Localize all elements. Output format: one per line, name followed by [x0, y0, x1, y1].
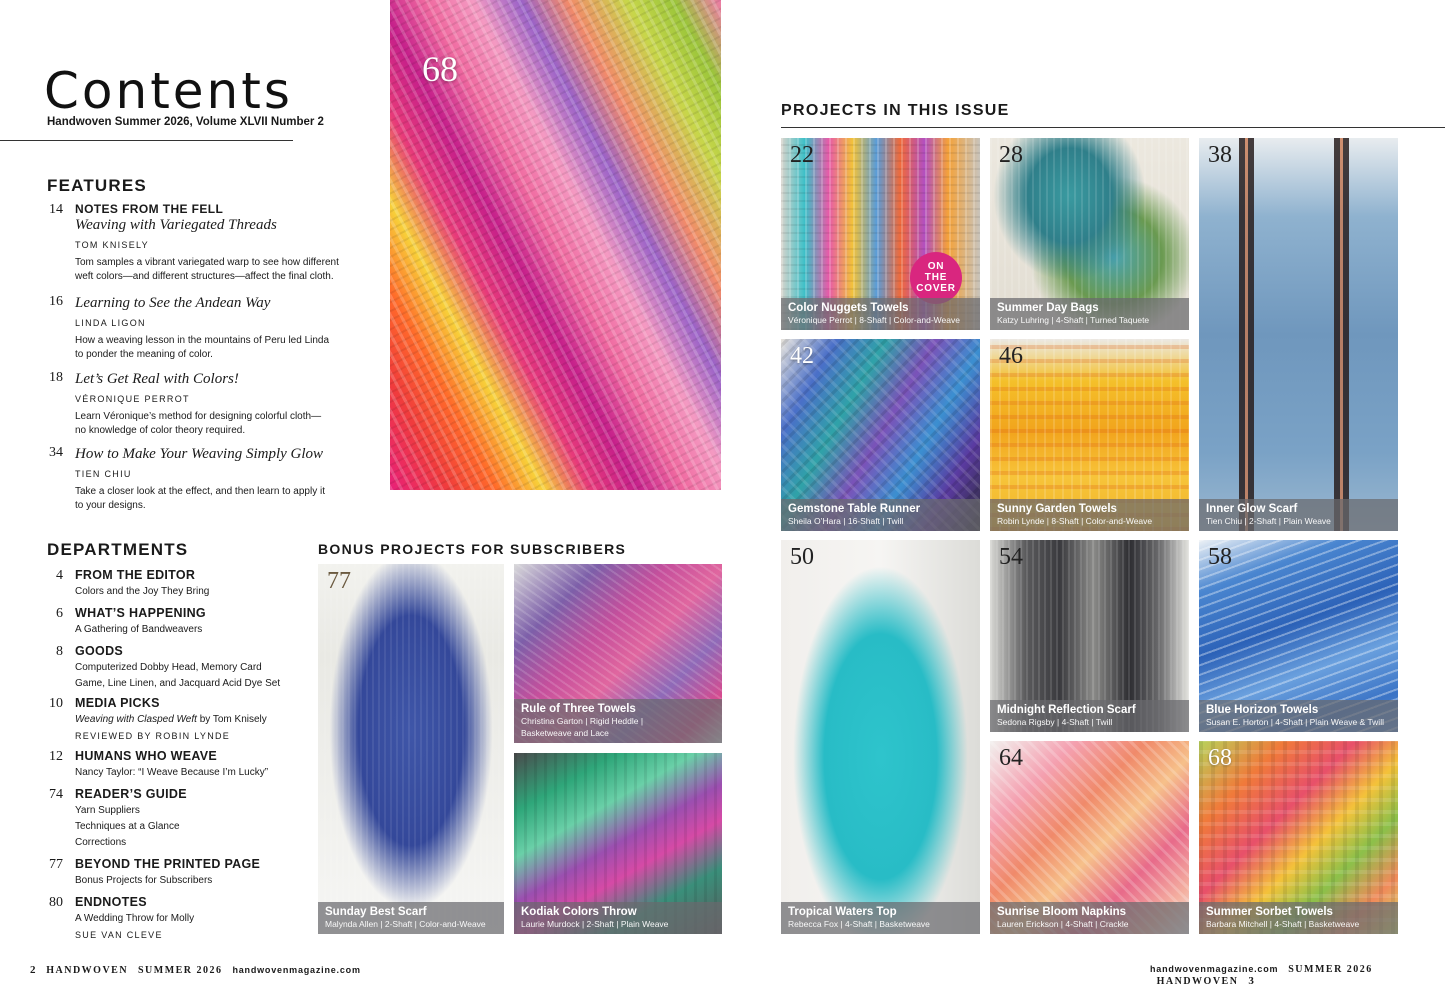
project-title: Rule of Three Towels: [521, 703, 636, 715]
project-tile-inner-glow-scarf[interactable]: [1199, 138, 1398, 531]
department-line: A Gathering of Bandweavers: [75, 624, 203, 635]
project-title: Inner Glow Scarf: [1206, 503, 1298, 515]
feature-description-line: no knowledge of color theory required.: [75, 424, 246, 436]
department-page-number: 4: [56, 568, 63, 583]
department-line: Game, Line Linen, and Jacquard Acid Dye Set: [75, 678, 281, 689]
footer-magazine-name: HANDWOVEN: [1156, 976, 1239, 987]
department-page-number: 74: [49, 787, 63, 802]
project-title: Kodiak Colors Throw: [521, 906, 637, 918]
book-author: by Tom Knisely: [196, 714, 267, 725]
project-details: Katzy Luhring | 4-Shaft | Turned Taquete: [997, 315, 1150, 325]
department-title: GOODS: [75, 644, 124, 658]
project-title: Sunrise Bloom Napkins: [997, 906, 1127, 918]
feature-author: TIEN CHIU: [75, 469, 132, 479]
project-details: Sedona Rigsby | 4-Shaft | Twill: [997, 717, 1113, 727]
feature-description-line: How a weaving lesson in the mountains of Peru led Linda: [75, 335, 330, 346]
feature-title: Weaving with Variegated Threads: [75, 217, 277, 233]
project-details: Sheila O’Hara | 16-Shaft | Twill: [788, 516, 904, 526]
project-caption: [990, 499, 1189, 531]
on-the-cover-badge: [910, 252, 962, 304]
footer-page-number: 3: [1248, 975, 1255, 987]
cover-page-number: 68: [422, 49, 458, 89]
project-caption: [1199, 499, 1398, 531]
project-page-number: 28: [999, 142, 1023, 168]
project-details: Barbara Mitchell | 4-Shaft | Basketweave: [1206, 919, 1360, 929]
feature-description: [75, 485, 355, 512]
project-caption: [990, 700, 1189, 732]
project-details: Lauren Erickson | 4-Shaft | Crackle: [997, 919, 1129, 929]
project-tile-sunrise-bloom-napkins[interactable]: [990, 741, 1189, 934]
project-caption: [514, 902, 722, 934]
project-caption: [1199, 700, 1398, 732]
book-title: Weaving with Clasped Weft: [75, 714, 197, 725]
department-line: [75, 712, 315, 728]
header-divider: [0, 140, 293, 141]
project-tile-midnight-reflection-scarf[interactable]: [990, 540, 1189, 732]
department-title: MEDIA PICKS: [75, 696, 160, 710]
feature-description-line: to ponder the meaning of color.: [75, 348, 213, 360]
project-tile-rule-of-three-towels[interactable]: [514, 564, 722, 743]
feature-title: Learning to See the Andean Way: [75, 295, 271, 311]
project-tile-tropical-waters-top[interactable]: [781, 540, 980, 934]
feature-title: How to Make Your Weaving Simply Glow: [75, 446, 324, 462]
footer-issue: SUMMER 2026: [137, 965, 223, 976]
feature-description-line: Learn Véronique’s method for designing colorful cloth—: [75, 411, 322, 422]
project-caption: [514, 699, 722, 743]
project-title: Summer Day Bags: [997, 302, 1099, 314]
department-line: Computerized Dobby Head, Memory Card: [75, 662, 262, 673]
project-caption: [781, 298, 980, 330]
project-page-number: 77: [327, 568, 351, 594]
feature-kicker: NOTES FROM THE FELL: [75, 202, 224, 216]
department-line: Bonus Projects for Subscribers: [75, 875, 213, 886]
badge-line: COVER: [916, 283, 956, 294]
footer-issue: SUMMER 2026: [1288, 964, 1373, 975]
feature-page-number: 18: [49, 370, 63, 385]
department-line: Colors and the Joy They Bring: [75, 586, 210, 597]
department-title: FROM THE EDITOR: [75, 568, 196, 582]
department-page-number: 80: [49, 895, 63, 910]
department-reviewer: REVIEWED BY ROBIN LYNDE: [75, 731, 231, 741]
project-details: Susan E. Horton | 4-Shaft | Plain Weave & Twill: [1206, 717, 1384, 727]
project-tile-blue-horizon-towels[interactable]: [1199, 540, 1398, 732]
project-caption: [318, 902, 504, 934]
project-title: Summer Sorbet Towels: [1206, 906, 1333, 918]
project-page-number: 38: [1208, 142, 1232, 168]
department-line: Yarn Suppliers: [75, 805, 140, 816]
feature-page-number: 16: [49, 294, 63, 309]
project-page-number: 42: [790, 343, 814, 369]
footer-url[interactable]: handwovenmagazine.com: [232, 965, 361, 975]
feature-author: TOM KNISELY: [75, 240, 149, 250]
project-tile-color-nuggets-towels[interactable]: [781, 138, 980, 330]
project-title: Color Nuggets Towels: [788, 302, 909, 314]
project-page-number: 50: [790, 544, 814, 570]
project-details: Robin Lynde | 8-Shaft | Color-and-Weave: [997, 516, 1153, 526]
project-caption: [1199, 902, 1398, 934]
issue-info: Handwoven Summer 2026, Volume XLVII Number 2: [47, 116, 324, 128]
project-page-number: 58: [1208, 544, 1232, 570]
department-line: Techniques at a Glance: [75, 821, 180, 832]
features-heading: FEATURES: [47, 176, 147, 195]
department-title: HUMANS WHO WEAVE: [75, 749, 218, 763]
footer-right: [1150, 964, 1445, 987]
department-title: ENDNOTES: [75, 895, 147, 909]
department-page-number: 77: [49, 857, 63, 872]
project-page-number: 54: [999, 544, 1023, 570]
badge-line: ON: [927, 261, 945, 272]
feature-description: [75, 256, 355, 283]
project-details: Véronique Perrot | 8-Shaft | Color-and-Weave: [788, 315, 960, 325]
feature-description-line: Tom samples a vibrant variegated warp to see how different: [75, 257, 339, 268]
project-tile-summer-sorbet-towels[interactable]: [1199, 741, 1398, 934]
projects-divider: [781, 127, 1445, 128]
project-tile-sunday-best-scarf[interactable]: [318, 564, 504, 934]
footer-url[interactable]: handwovenmagazine.com: [1150, 964, 1279, 974]
department-line: Nancy Taylor: “I Weave Because I’m Lucky”: [75, 767, 269, 778]
project-details: Laurie Murdock | 2-Shaft | Plain Weave: [521, 919, 669, 929]
department-page-number: 8: [56, 644, 63, 659]
feature-author: LINDA LIGON: [75, 318, 146, 328]
feature-page-number: 14: [49, 202, 63, 217]
feature-description: [75, 334, 355, 361]
project-title: Blue Horizon Towels: [1206, 704, 1319, 716]
project-title: Tropical Waters Top: [788, 906, 897, 918]
project-title: Sunny Garden Towels: [997, 503, 1117, 515]
project-tile-summer-day-bags[interactable]: [990, 138, 1189, 330]
feature-description-line: Take a closer look at the effect, and then learn to apply it: [75, 486, 325, 497]
project-page-number: 68: [1208, 745, 1232, 771]
feature-description: [75, 410, 355, 437]
department-line: A Wedding Throw for Molly: [75, 913, 195, 924]
project-title: Sunday Best Scarf: [325, 906, 427, 918]
project-tile-kodiak-colors-throw[interactable]: [514, 753, 722, 934]
feature-page-number: 34: [49, 445, 63, 460]
project-details: Basketweave and Lace: [521, 728, 609, 738]
footer-left: [30, 964, 361, 976]
projects-heading: PROJECTS IN THIS ISSUE: [781, 102, 1010, 119]
project-caption: [781, 499, 980, 531]
cover-detail-photo: [390, 0, 721, 490]
project-title: Midnight Reflection Scarf: [997, 704, 1136, 716]
departments-heading: DEPARTMENTS: [47, 540, 189, 559]
badge-line: THE: [924, 272, 948, 283]
project-caption: [781, 902, 980, 934]
feature-title: Let’s Get Real with Colors!: [75, 371, 239, 387]
project-page-number: 46: [999, 343, 1023, 369]
bonus-heading: BONUS PROJECTS FOR SUBSCRIBERS: [318, 541, 627, 557]
department-page-number: 12: [49, 749, 63, 764]
department-title: BEYOND THE PRINTED PAGE: [75, 857, 261, 871]
project-page-number: 64: [999, 745, 1023, 771]
project-details: Rebecca Fox | 4-Shaft | Basketweave: [788, 919, 930, 929]
page-title: Contents: [44, 62, 293, 120]
department-author: SUE VAN CLEVE: [75, 930, 163, 940]
feature-description-line: to your designs.: [75, 499, 146, 511]
project-tile-sunny-garden-towels[interactable]: [990, 339, 1189, 531]
feature-description-line: weft colors—and different structures—affect the final cloth.: [75, 270, 334, 282]
department-line: Corrections: [75, 837, 127, 848]
project-details: Malynda Allen | 2-Shaft | Color-and-Weave: [325, 919, 486, 929]
project-title: Gemstone Table Runner: [788, 503, 921, 515]
department-title: READER’S GUIDE: [75, 787, 187, 801]
project-details: Christina Garton | Rigid Heddle |: [521, 716, 644, 726]
footer-magazine-name: HANDWOVEN: [46, 965, 129, 976]
project-details: Tien Chiu | 2-Shaft | Plain Weave: [1206, 516, 1331, 526]
department-page-number: 6: [56, 606, 63, 621]
department-page-number: 10: [49, 696, 63, 711]
project-caption: [990, 298, 1189, 330]
project-page-number: 22: [790, 142, 814, 168]
project-tile-gemstone-table-runner[interactable]: [781, 339, 980, 531]
project-caption: [990, 902, 1189, 934]
footer-page-number: 2: [30, 964, 37, 976]
department-title: WHAT’S HAPPENING: [75, 606, 206, 620]
feature-author: VÉRONIQUE PERROT: [75, 394, 190, 404]
